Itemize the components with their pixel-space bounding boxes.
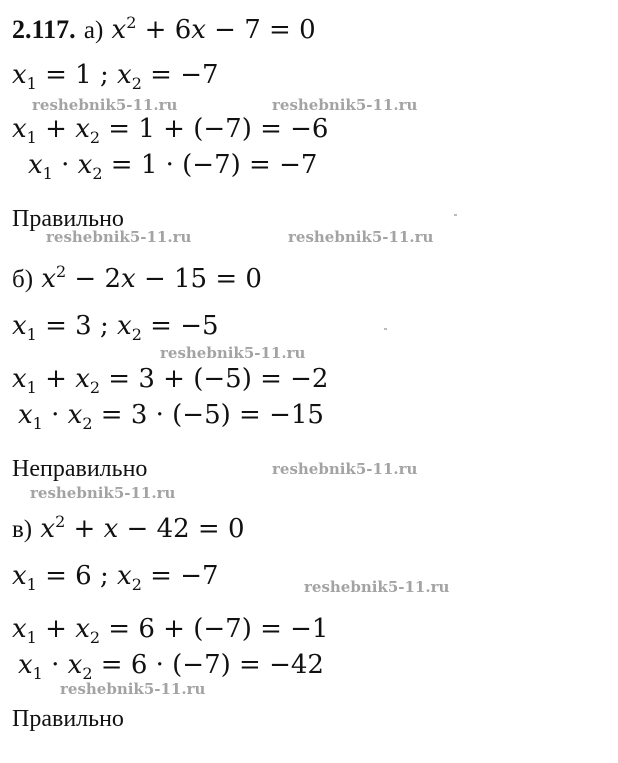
part-b-verdict: Неправильно <box>12 456 148 482</box>
watermark: reshebnik5-11.ru <box>46 228 192 246</box>
watermark: reshebnik5-11.ru <box>272 96 418 114</box>
part-c-roots: $x_1 = 6$ ; $x_2 = -7$ <box>12 561 219 594</box>
watermark: reshebnik5-11.ru <box>30 484 176 502</box>
part-b-sum: $x_1 + x_2 = 3 + (-5) = -2$ <box>12 364 329 397</box>
part-c-header: в) $x^2 + x - 42 = 0$ <box>12 512 245 544</box>
part-b-product: $x_1 \cdot x_2 = 3 \cdot (-5) = -15$ <box>18 400 324 433</box>
part-c-product: $x_1 \cdot x_2 = 6 \cdot (-7) = -42$ <box>18 650 324 683</box>
part-a-product: $x_1 \cdot x_2 = 1 \cdot (-7) = -7$ <box>28 150 318 183</box>
watermark: reshebnik5-11.ru <box>288 228 434 246</box>
watermark: reshebnik5-11.ru <box>32 96 178 114</box>
part-b-header: б) $x^2 - 2x - 15 = 0$ <box>12 262 262 294</box>
watermark: reshebnik5-11.ru <box>272 460 418 478</box>
scan-speck <box>384 328 387 330</box>
part-b-label: б) <box>12 266 34 293</box>
part-c-sum: $x_1 + x_2 = 6 + (-7) = -1$ <box>12 614 329 647</box>
part-b-roots: $x_1 = 3$ ; $x_2 = -5$ <box>12 311 219 344</box>
part-c-equation: $x^2$ <box>40 512 66 544</box>
part-c-verdict: Правильно <box>12 706 124 732</box>
problem-number: 2.117. <box>12 15 76 44</box>
scan-speck <box>454 214 457 216</box>
part-a-header: 2.117. а) $x^2 + 6x - 7 = 0$ <box>12 13 316 45</box>
part-b-equation: $x^2$ <box>41 262 67 294</box>
part-a-verdict: Правильно <box>12 206 124 232</box>
part-a-roots: $x_1 = 1$ ; $x_2 = -7$ <box>12 60 219 93</box>
part-a-equation: $x^2$ <box>111 13 137 45</box>
part-c-label: в) <box>12 516 33 543</box>
part-a-label: а) <box>83 17 104 44</box>
watermark: reshebnik5-11.ru <box>160 344 306 362</box>
watermark: reshebnik5-11.ru <box>60 680 206 698</box>
part-a-sum: $x_1 + x_2 = 1 + (-7) = -6$ <box>12 114 329 147</box>
watermark: reshebnik5-11.ru <box>304 578 450 596</box>
